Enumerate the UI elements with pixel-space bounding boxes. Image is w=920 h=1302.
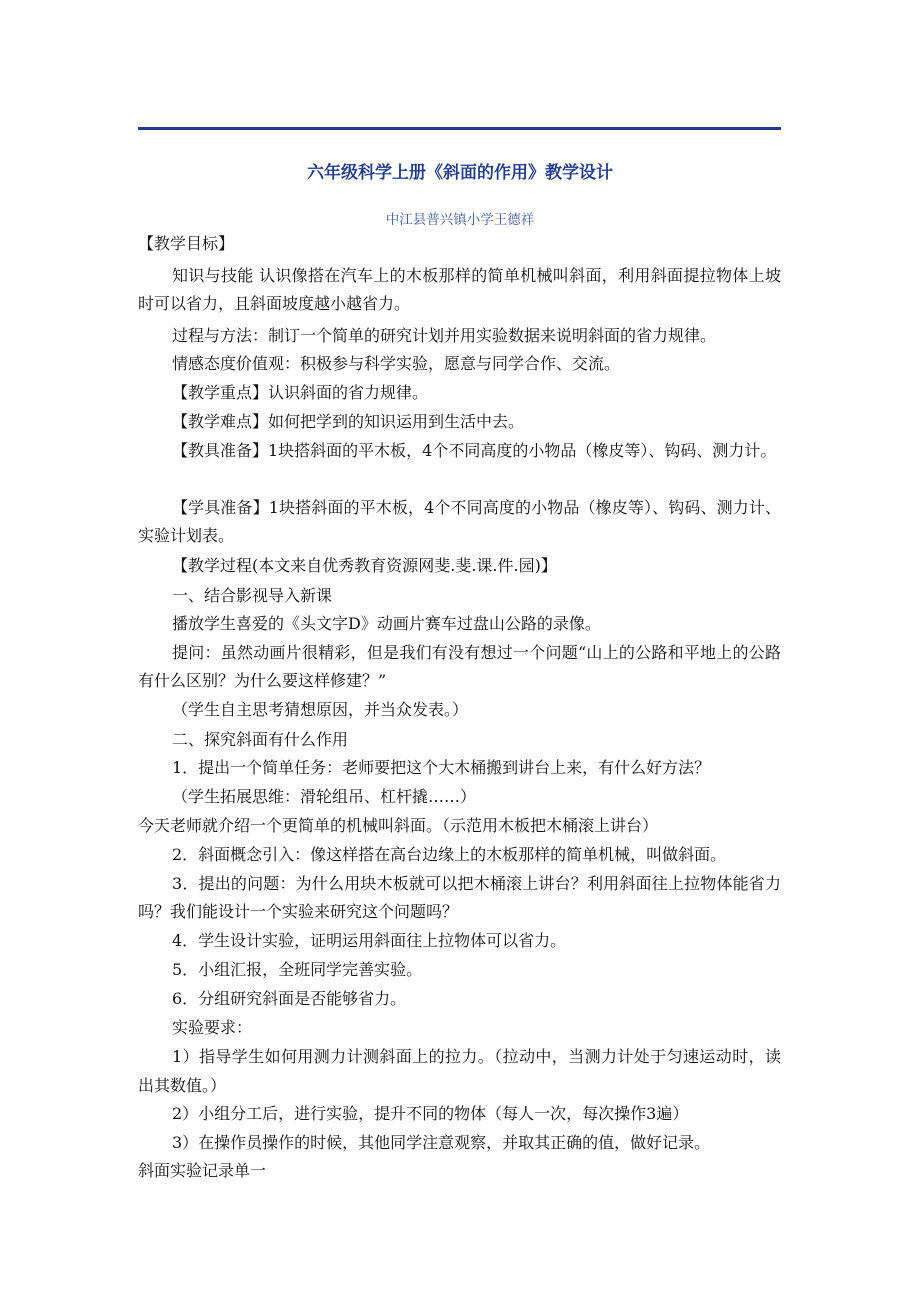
paragraph-line: 时可以省力，且斜面坡度越小越省力。 bbox=[138, 294, 411, 313]
paragraph-line: 实验计划表。 bbox=[138, 526, 235, 545]
paragraph-line: 2．斜面概念引入：像这样搭在高台边缘上的木板那样的简单机械，叫做斜面。 bbox=[172, 845, 727, 864]
paragraph-line: 4．学生设计实验，证明运用斜面往上拉物体可以省力。 bbox=[172, 931, 567, 950]
paragraph-line: （学生自主思考猜想原因，并当众发表。） bbox=[172, 700, 469, 719]
section-heading: 【教学目标】 bbox=[138, 234, 235, 253]
header-rule bbox=[138, 127, 781, 130]
paragraph-line: 1．提出一个简单任务：老师要把这个大木桶搬到讲台上来，有什么好方法？ bbox=[172, 758, 711, 777]
paragraph-line: 知识与技能 认识像搭在汽车上的木板那样的简单机械叫斜面，利用斜面提拉物体上坡 bbox=[172, 266, 781, 285]
paragraph-line: 情感态度价值观：积极参与科学实验，愿意与同学合作、交流。 bbox=[172, 354, 621, 373]
paragraph-line: 【教学难点】如何把学到的知识运用到生活中去。 bbox=[172, 412, 525, 431]
paragraph-line: 3．提出的问题：为什么用块木板就可以把木桶滚上讲台？利用斜面往上拉物体能省力 bbox=[172, 874, 781, 893]
document-title: 六年级科学上册《斜面的作用》教学设计 bbox=[307, 163, 613, 183]
paragraph-line: 【教学重点】认识斜面的省力规律。 bbox=[172, 383, 429, 402]
paragraph-line: 3）在操作员操作的时候，其他同学注意观察，并取其正确的值，做好记录。 bbox=[172, 1133, 711, 1152]
paragraph-line: 吗？我们能设计一个实验来研究这个问题吗？ bbox=[138, 902, 459, 921]
paragraph-line: 1）指导学生如何用测力计测斜面上的拉力。（拉动中，当测力计处于匀速运动时，读 bbox=[172, 1047, 781, 1066]
paragraph-line: 实验要求： bbox=[172, 1018, 253, 1037]
paragraph-line: 播放学生喜爱的《头文字D》动画片赛车过盘山公路的录像。 bbox=[172, 614, 601, 633]
paragraph-line: 提问：虽然动画片很精彩，但是我们有没有想过一个问题“山上的公路和平地上的公路 bbox=[172, 643, 781, 662]
author-line: 中江县普兴镇小学王德祥 bbox=[385, 212, 535, 228]
paragraph-line: 斜面实验记录单一 bbox=[138, 1161, 267, 1180]
paragraph-line: 【教具准备】1块搭斜面的平木板，4个不同高度的小物品（橡皮等）、钩码、测力计。 bbox=[172, 441, 777, 460]
paragraph-line: 二、探究斜面有什么作用 bbox=[172, 730, 349, 749]
paragraph-line: 【学具准备】1块搭斜面的平木板，4个不同高度的小物品（橡皮等）、钩码、测力计、 bbox=[172, 498, 781, 517]
paragraph-line: 2）小组分工后，进行实验，提升不同的物体（每人一次，每次操作3遍） bbox=[172, 1104, 689, 1123]
paragraph-line: 过程与方法：制订一个简单的研究计划并用实验数据来说明斜面的省力规律。 bbox=[172, 326, 717, 345]
paragraph-line: 5．小组汇报，全班同学完善实验。 bbox=[172, 960, 423, 979]
paragraph-line: 【教学过程(本文来自优秀教育资源网斐.斐.课.件.园)】 bbox=[172, 556, 557, 575]
paragraph-line: 出其数值。） bbox=[138, 1076, 227, 1095]
paragraph-line: 6．分组研究斜面是否能够省力。 bbox=[172, 989, 407, 1008]
paragraph-line: 今天老师就介绍一个更简单的机械叫斜面。（示范用木板把木桶滚上讲台） bbox=[138, 816, 659, 835]
paragraph-line: 一、结合影视导入新课 bbox=[172, 586, 333, 605]
paragraph-line: 有什么区别？为什么要这样修建？” bbox=[138, 671, 387, 690]
paragraph-line: （学生拓展思维：滑轮组吊、杠杆撬……） bbox=[172, 787, 477, 806]
